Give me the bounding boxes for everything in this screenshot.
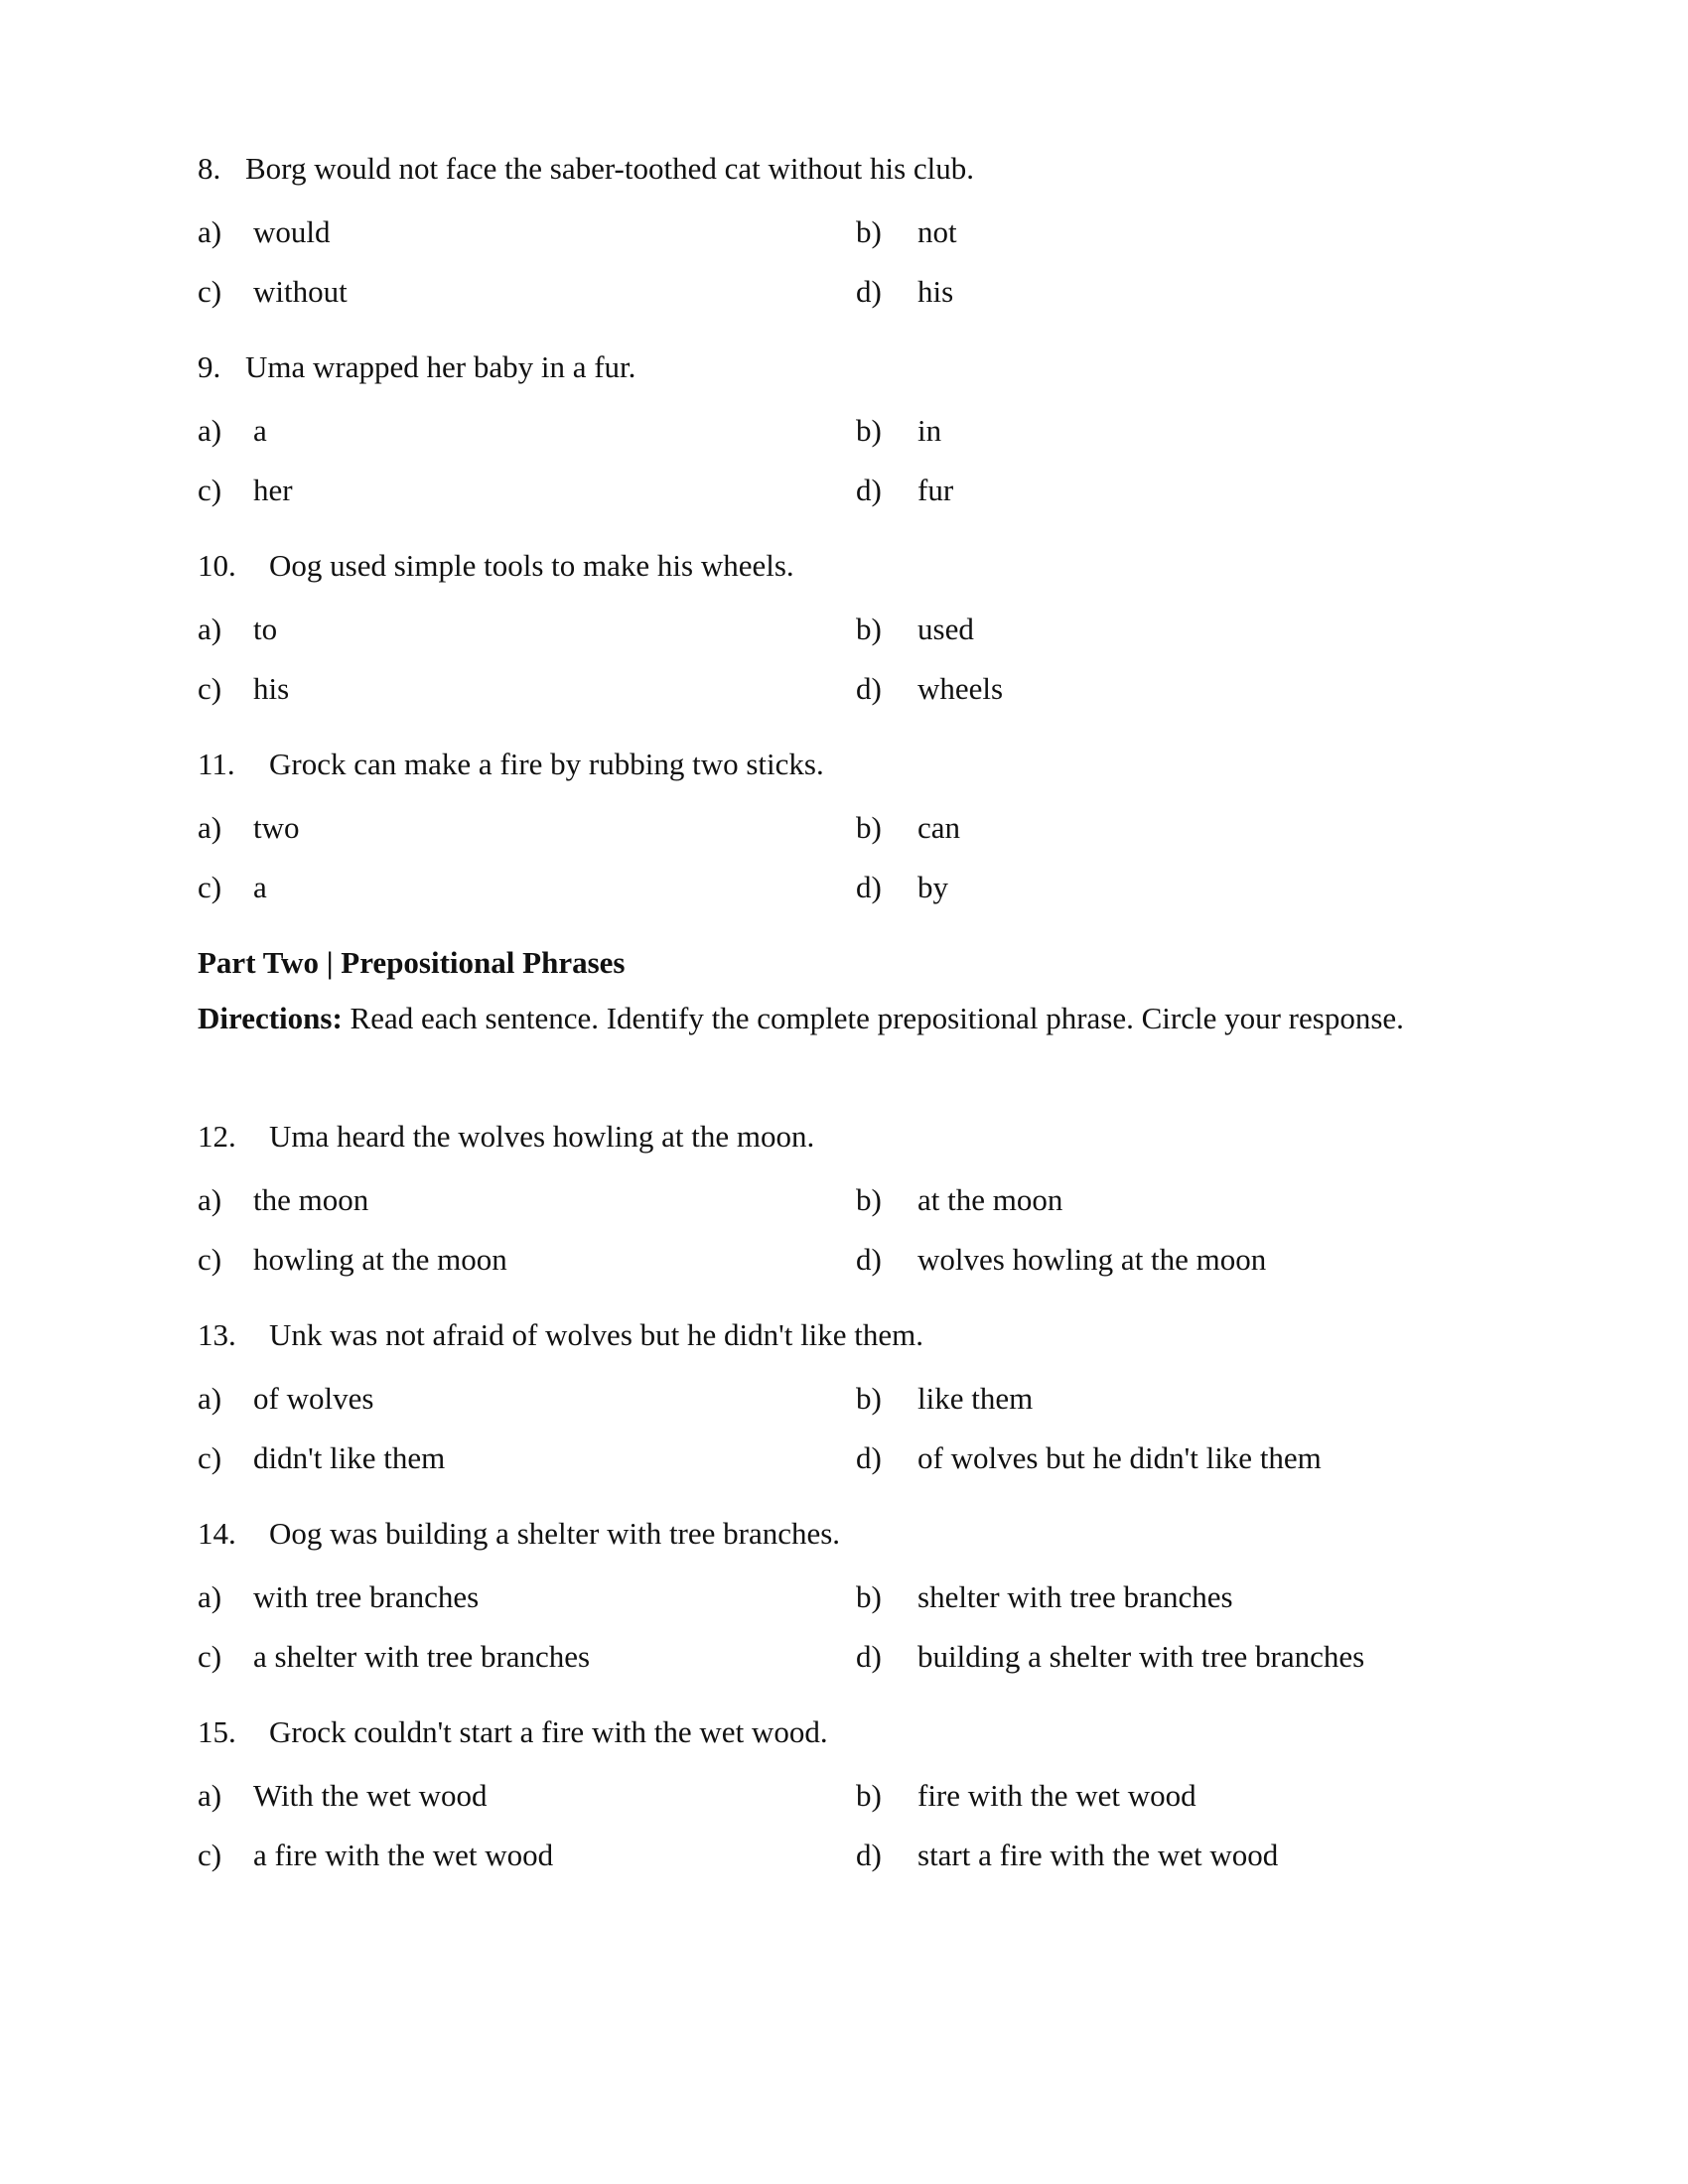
directions-label: Directions: (198, 1001, 343, 1035)
option-letter: b) (856, 413, 882, 448)
question-number: 13. (198, 1317, 236, 1352)
question-15 (198, 1713, 1488, 1751)
option-text: fur (917, 473, 954, 507)
question-13 (198, 1316, 1488, 1354)
question-14 (198, 1515, 1488, 1553)
option-text: start a fire with the wet wood (917, 1838, 1279, 1872)
directions (198, 999, 1409, 1038)
question-10 (198, 547, 1488, 585)
question-11 (198, 746, 1488, 783)
question-sentence: Oog used simple tools to make his wheels. (269, 548, 794, 583)
option-text: a fire with the wet wood (253, 1838, 554, 1872)
option-text: not (917, 214, 957, 249)
question-sentence: Grock couldn't start a fire with the wet wood. (269, 1714, 828, 1749)
option-text: fire with the wet wood (917, 1778, 1196, 1813)
option-text: of wolves but he didn't like them (917, 1440, 1322, 1475)
option-letter: c) (198, 671, 222, 706)
option-text: a (253, 413, 267, 448)
option-letter: a) (198, 1778, 222, 1813)
option-text: didn't like them (253, 1440, 446, 1475)
question-sentence: Uma heard the wolves howling at the moon. (269, 1119, 815, 1154)
option-letter: a) (198, 1182, 222, 1217)
option-letter: d) (856, 274, 882, 309)
option-letter: a) (198, 1381, 222, 1416)
option-letter: b) (856, 612, 882, 646)
option-letter: c) (198, 473, 222, 507)
question-sentence: Grock can make a fire by rubbing two sticks. (269, 747, 824, 781)
option-text: his (917, 274, 954, 309)
option-letter: d) (856, 671, 882, 706)
question-number: 12. (198, 1119, 236, 1154)
option-letter: c) (198, 1242, 222, 1277)
option-text: two (253, 810, 300, 845)
option-letter: d) (856, 1639, 882, 1674)
option-letter: d) (856, 473, 882, 507)
option-letter: b) (856, 1381, 882, 1416)
question-9 (198, 348, 1488, 386)
option-letter: d) (856, 1242, 882, 1277)
section-heading: Part Two | Prepositional Phrases (198, 945, 626, 980)
option-text: of wolves (253, 1381, 374, 1416)
option-letter: d) (856, 1838, 882, 1872)
question-number: 14. (198, 1516, 236, 1551)
option-text: by (917, 870, 948, 904)
option-text: would (253, 214, 331, 249)
option-text: a shelter with tree branches (253, 1639, 591, 1674)
option-text: his (253, 671, 290, 706)
option-text: can (917, 810, 961, 845)
directions-text: Read each sentence. Identify the complete prepositional phrase. Circle your response. (342, 1001, 1404, 1035)
question-12 (198, 1118, 1488, 1156)
option-letter: c) (198, 870, 222, 904)
question-sentence: Borg would not face the saber-toothed cat without his club. (245, 151, 975, 186)
option-letter: c) (198, 1440, 222, 1475)
option-letter: c) (198, 274, 222, 309)
question-number: 15. (198, 1714, 236, 1749)
option-text: at the moon (917, 1182, 1063, 1217)
option-letter: a) (198, 413, 222, 448)
option-letter: a) (198, 810, 222, 845)
option-letter: b) (856, 214, 882, 249)
option-letter: c) (198, 1838, 222, 1872)
question-number: 9. (198, 349, 221, 384)
option-letter: c) (198, 1639, 222, 1674)
question-sentence: Unk was not afraid of wolves but he didn't like them. (269, 1317, 924, 1352)
option-text: to (253, 612, 278, 646)
option-letter: b) (856, 1579, 882, 1614)
option-letter: a) (198, 612, 222, 646)
question-8 (198, 150, 1488, 188)
option-text: the moon (253, 1182, 369, 1217)
option-text: used (917, 612, 974, 646)
option-letter: b) (856, 1182, 882, 1217)
question-sentence: Uma wrapped her baby in a fur. (245, 349, 636, 384)
question-number: 8. (198, 151, 221, 186)
option-text: wolves howling at the moon (917, 1242, 1267, 1277)
option-text: With the wet wood (253, 1778, 488, 1813)
option-letter: b) (856, 1778, 882, 1813)
option-letter: d) (856, 870, 882, 904)
option-text: her (253, 473, 293, 507)
question-number: 11. (198, 747, 235, 781)
option-text: like them (917, 1381, 1034, 1416)
option-letter: b) (856, 810, 882, 845)
option-text: a (253, 870, 267, 904)
option-text: shelter with tree branches (917, 1579, 1233, 1614)
option-text: without (253, 274, 348, 309)
option-text: building a shelter with tree branches (917, 1639, 1365, 1674)
option-text: with tree branches (253, 1579, 480, 1614)
option-letter: d) (856, 1440, 882, 1475)
option-letter: a) (198, 214, 222, 249)
option-text: wheels (917, 671, 1004, 706)
option-text: howling at the moon (253, 1242, 507, 1277)
question-sentence: Oog was building a shelter with tree branches. (269, 1516, 841, 1551)
option-text: in (917, 413, 942, 448)
question-number: 10. (198, 548, 236, 583)
option-letter: a) (198, 1579, 222, 1614)
